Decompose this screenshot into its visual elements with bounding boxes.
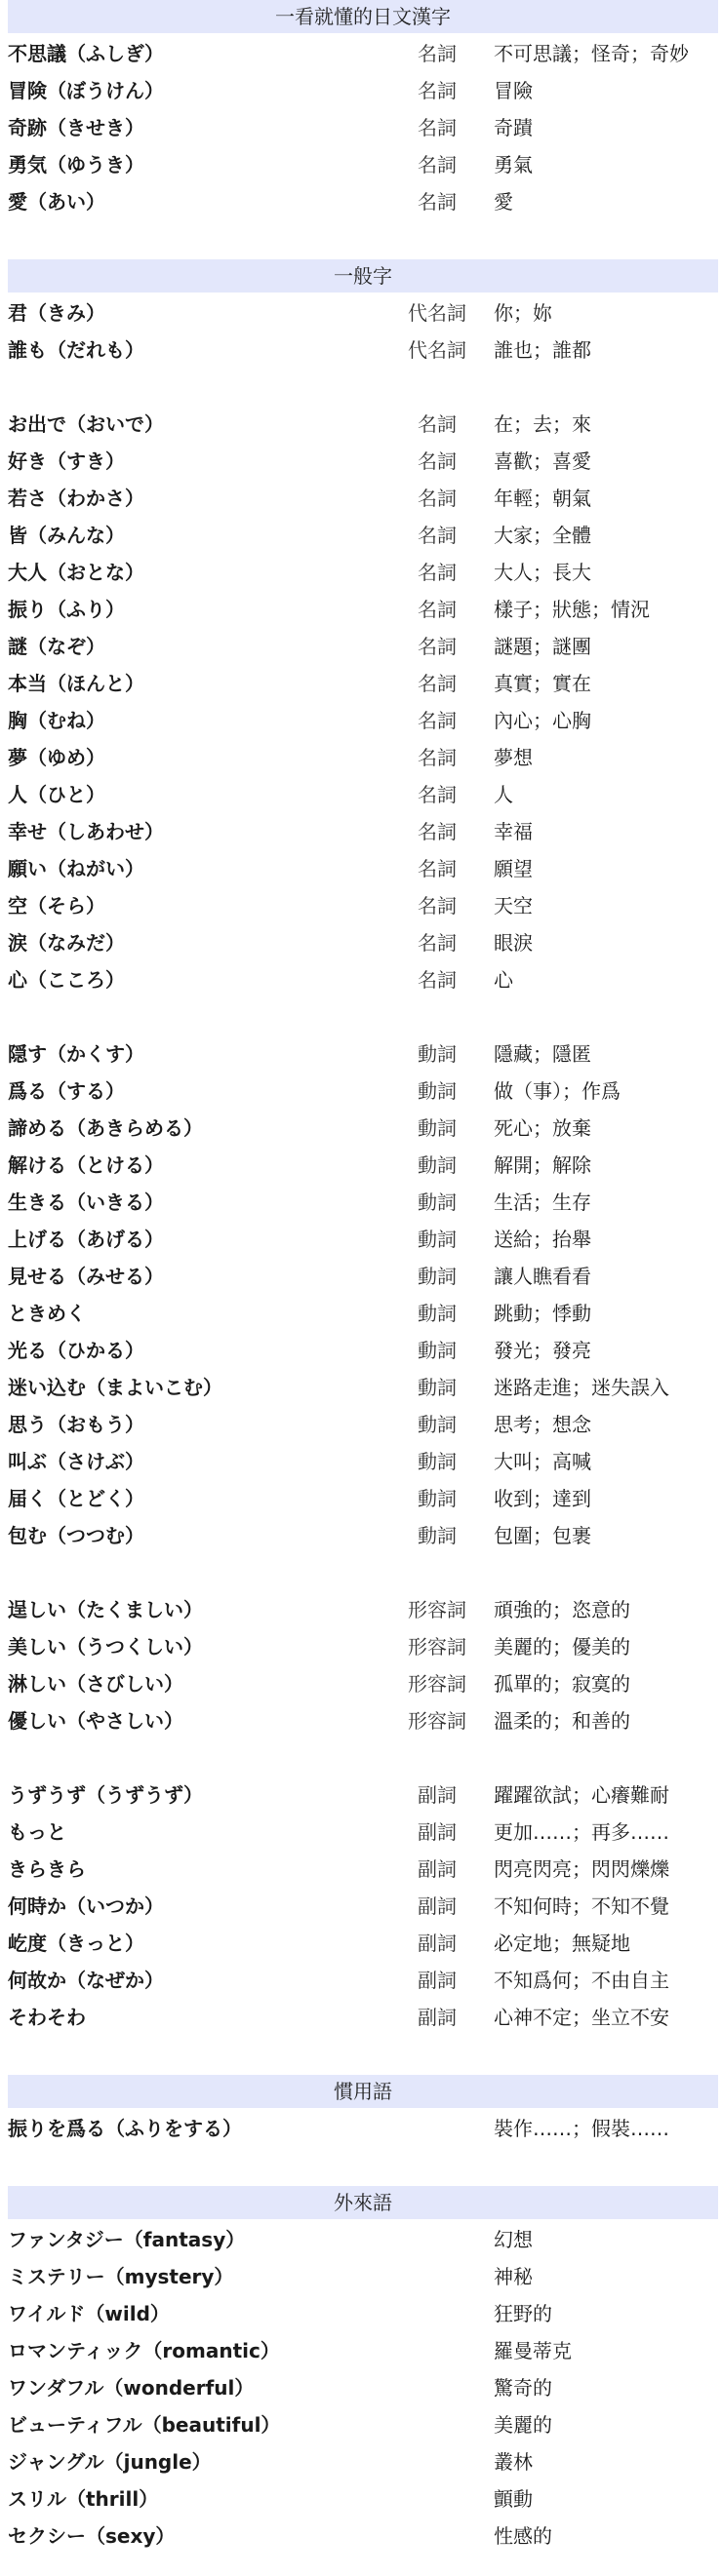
vocab-meaning: 神秘 [494,2265,533,2288]
vocab-meaning: 願望 [494,857,533,880]
vocab-word: ワイルド（wild） [8,2302,170,2325]
vocab-group [8,1591,718,1739]
vocab-meaning: 驚奇的 [494,2376,552,2400]
vocab-meaning: 大人；長大 [494,561,591,584]
vocab-word: 屹度（きっと） [8,1932,144,1955]
vocab-meaning: 樣子；狀態；情況 [494,598,650,621]
vocab-row [8,1851,718,1888]
part-of-speech-label: 名詞 [418,190,457,214]
vocab-row [8,628,718,665]
part-of-speech-label: 動詞 [418,1376,457,1399]
part-of-speech-label: 代名詞 [408,338,466,362]
vocab-row [8,406,718,443]
vocab-meaning: 狂野的 [494,2302,552,2325]
vocab-row [8,2406,718,2443]
vocab-word: ときめく [8,1302,86,1325]
part-of-speech-label: 副詞 [418,1894,457,1918]
vocab-word: 願い（ねがい） [8,857,144,880]
vocab-row [8,2443,718,2480]
part-of-speech-label: 副詞 [418,2006,457,2029]
vocab-row [8,1702,718,1739]
vocab-row [8,665,718,702]
vocab-row [8,702,718,739]
vocab-meaning: 大家；全體 [494,524,591,547]
vocab-word: 見せる（みせる） [8,1265,164,1288]
vocab-row [8,1295,718,1332]
vocab-row [8,2332,718,2369]
vocab-row [8,1369,718,1406]
vocab-word: 振り（ふり） [8,598,125,621]
part-of-speech-label: 名詞 [418,672,457,695]
part-of-speech-label: 名詞 [418,709,457,732]
vocab-word: 振りを爲る（ふりをする） [8,2117,242,2140]
part-of-speech-label: 名詞 [418,487,457,510]
vocab-meaning: 不知爲何；不由自主 [494,1969,669,1992]
vocab-word: うずうず（うずうず） [8,1783,203,1807]
vocab-group [8,35,718,220]
group-spacer [8,1554,718,1591]
vocab-word: 好き（すき） [8,449,125,473]
vocab-word: 謎（なぞ） [8,635,105,658]
vocab-row [8,183,718,220]
vocab-meaning: 讓人瞧看看 [494,1265,591,1288]
vocab-row [8,887,718,924]
part-of-speech-label: 代名詞 [408,301,466,325]
vocab-row [8,1517,718,1554]
section-spacer [8,220,718,259]
part-of-speech-label: 動詞 [418,1339,457,1362]
vocab-meaning: 幻想 [494,2228,533,2251]
vocab-word: 包む（つつむ） [8,1524,144,1547]
vocab-word: きらきら [8,1857,86,1881]
vocab-meaning: 冒險 [494,79,533,102]
vocab-row [8,1147,718,1184]
part-of-speech-label: 動詞 [418,1413,457,1436]
vocab-meaning: 孤單的；寂寞的 [494,1672,630,1696]
vocab-row [8,1814,718,1851]
vocab-row [8,1962,718,1999]
group-spacer [8,998,718,1035]
vocab-meaning: 美麗的 [494,2413,552,2437]
vocab-word: 奇跡（きせき） [8,116,144,139]
part-of-speech-label: 名詞 [418,931,457,955]
vocab-word: 大人（おとな） [8,561,144,584]
section-spacer [8,2036,718,2075]
vocab-meaning: 幸福 [494,820,533,843]
part-of-speech-label: 動詞 [418,1079,457,1103]
vocab-meaning: 人 [494,783,513,806]
vocab-word: お出で（おいで） [8,412,164,436]
part-of-speech-label: 動詞 [418,1042,457,1066]
vocab-row [8,2110,718,2147]
section-header: 一看就懂的日文漢字 [8,0,718,33]
vocab-word: スリル（thrill） [8,2487,159,2511]
vocab-meaning: 更加……；再多…… [494,1820,669,1844]
vocab-word: セクシー（sexy） [8,2524,176,2548]
vocab-meaning: 夢想 [494,746,533,769]
vocab-word: 空（そら） [8,894,105,917]
vocab-group [8,406,718,998]
vocab-word: 優しい（やさしい） [8,1709,183,1733]
vocab-row [8,1443,718,1480]
vocab-row [8,2295,718,2332]
vocab-meaning: 你；妳 [494,301,552,325]
vocab-word: ロマンティック（romantic） [8,2339,280,2362]
vocab-section [8,0,718,220]
part-of-speech-label: 名詞 [418,524,457,547]
vocab-row [8,1628,718,1665]
vocab-row [8,1665,718,1702]
vocab-word: 若さ（わかさ） [8,487,144,510]
vocab-word: 皆（みんな） [8,524,125,547]
section-header: 一般字 [8,259,718,293]
vocab-row [8,517,718,554]
part-of-speech-label: 動詞 [418,1228,457,1251]
vocab-row [8,961,718,998]
vocab-meaning: 收到；達到 [494,1487,591,1510]
vocab-row [8,554,718,591]
vocab-row [8,294,718,332]
part-of-speech-label: 動詞 [418,1302,457,1325]
vocab-meaning: 不可思議；怪奇；奇妙 [494,42,689,65]
vocab-row [8,1480,718,1517]
vocab-row [8,1184,718,1221]
vocab-word: 幸せ（しあわせ） [8,820,164,843]
part-of-speech-label: 動詞 [418,1265,457,1288]
vocab-row [8,1258,718,1295]
vocab-row [8,443,718,480]
vocab-row [8,1999,718,2036]
vocab-meaning: 奇蹟 [494,116,533,139]
part-of-speech-label: 動詞 [418,1190,457,1214]
vocab-group [8,1035,718,1554]
vocab-word: 爲る（する） [8,1079,125,1103]
vocab-word: ファンタジー（fantasy） [8,2228,246,2251]
vocab-row [8,480,718,517]
vocab-word: 淋しい（さびしい） [8,1672,183,1696]
vocab-word: 美しい（うつくしい） [8,1635,203,1659]
vocab-meaning: 美麗的；優美的 [494,1635,630,1659]
vocab-word: 心（こころ） [8,968,125,992]
vocab-meaning: 迷路走進；迷失誤入 [494,1376,669,1399]
vocab-row [8,109,718,146]
part-of-speech-label: 動詞 [418,1153,457,1177]
vocab-word: 生きる（いきる） [8,1190,164,1214]
vocab-row [8,1073,718,1110]
vocab-section [8,259,718,2036]
vocab-row [8,1035,718,1073]
part-of-speech-label: 名詞 [418,857,457,880]
part-of-speech-label: 名詞 [418,894,457,917]
part-of-speech-label: 副詞 [418,1783,457,1807]
vocab-word: 人（ひと） [8,783,105,806]
part-of-speech-label: 名詞 [418,449,457,473]
vocab-meaning: 跳動；悸動 [494,1302,591,1325]
vocab-meaning: 羅曼蒂克 [494,2339,572,2362]
vocab-row [8,332,718,369]
vocab-row [8,924,718,961]
group-spacer [8,1739,718,1776]
part-of-speech-label: 副詞 [418,1857,457,1881]
part-of-speech-label: 名詞 [418,116,457,139]
part-of-speech-label: 名詞 [418,635,457,658]
vocab-meaning: 真實；實在 [494,672,591,695]
vocab-word: ミステリー（mystery） [8,2265,234,2288]
vocab-row [8,2221,718,2258]
vocab-word: 夢（ゆめ） [8,746,105,769]
vocab-word: ジャングル（jungle） [8,2450,212,2474]
part-of-speech-label: 名詞 [418,968,457,992]
vocab-row [8,1406,718,1443]
vocab-meaning: 眼淚 [494,931,533,955]
vocab-word: 愛（あい） [8,190,105,214]
vocab-word: 本当（ほんと） [8,672,144,695]
vocab-row [8,146,718,183]
vocab-row [8,1925,718,1962]
vocab-meaning: 隱藏；隱匿 [494,1042,591,1066]
vocab-meaning: 天空 [494,894,533,917]
vocab-word: 諦める（あきらめる） [8,1116,203,1140]
vocab-word: もっと [8,1820,66,1844]
part-of-speech-label: 形容詞 [408,1709,466,1733]
part-of-speech-label: 副詞 [418,1932,457,1955]
vocab-section [8,2075,718,2147]
vocab-meaning: 死心；放棄 [494,1116,591,1140]
part-of-speech-label: 名詞 [418,79,457,102]
vocab-row [8,2369,718,2406]
vocab-row [8,2517,718,2555]
vocab-word: 不思議（ふしぎ） [8,42,164,65]
vocabulary-document [8,0,718,2555]
vocab-word: 届く（とどく） [8,1487,144,1510]
vocab-word: 勇気（ゆうき） [8,153,144,176]
section-spacer [8,2147,718,2186]
vocab-word: 隠す（かくす） [8,1042,144,1066]
vocab-word: 冒険（ぼうけん） [8,79,164,102]
part-of-speech-label: 名詞 [418,746,457,769]
vocab-group [8,2221,718,2555]
part-of-speech-label: 副詞 [418,1820,457,1844]
part-of-speech-label: 名詞 [418,820,457,843]
vocab-row [8,2258,718,2295]
vocab-meaning: 發光；發亮 [494,1339,591,1362]
vocab-row [8,1221,718,1258]
vocab-word: 誰も（だれも） [8,338,144,362]
vocab-meaning: 在；去；來 [494,412,591,436]
vocab-meaning: 叢林 [494,2450,533,2474]
vocab-meaning: 誰也；誰都 [494,338,591,362]
part-of-speech-label: 動詞 [418,1487,457,1510]
vocab-meaning: 內心；心胸 [494,709,591,732]
vocab-meaning: 喜歡；喜愛 [494,449,591,473]
vocab-row [8,1110,718,1147]
vocab-meaning: 心 [494,968,513,992]
vocab-meaning: 心神不定；坐立不安 [494,2006,669,2029]
vocab-meaning: 閃亮閃亮；閃閃爍爍 [494,1857,669,1881]
vocab-word: 上げる（あげる） [8,1228,164,1251]
vocab-meaning: 勇氣 [494,153,533,176]
vocab-meaning: 解開；解除 [494,1153,591,1177]
vocab-word: 涙（なみだ） [8,931,125,955]
part-of-speech-label: 形容詞 [408,1598,466,1621]
part-of-speech-label: 名詞 [418,42,457,65]
vocab-row [8,35,718,72]
vocab-row [8,591,718,628]
part-of-speech-label: 名詞 [418,412,457,436]
vocab-row [8,1591,718,1628]
vocab-section [8,2186,718,2555]
vocab-row [8,72,718,109]
group-spacer [8,369,718,406]
vocab-meaning: 溫柔的；和善的 [494,1709,630,1733]
vocab-word: 解ける（とける） [8,1153,164,1177]
part-of-speech-label: 名詞 [418,153,457,176]
vocab-meaning: 送給；抬舉 [494,1228,591,1251]
part-of-speech-label: 形容詞 [408,1635,466,1659]
vocab-row [8,813,718,850]
vocab-meaning: 頑強的；恣意的 [494,1598,630,1621]
vocab-meaning: 不知何時；不知不覺 [494,1894,669,1918]
vocab-group [8,1776,718,2036]
vocab-word: ワンダフル（wonderful） [8,2376,255,2400]
vocab-group [8,2110,718,2147]
vocab-word: 光る（ひかる） [8,1339,144,1362]
part-of-speech-label: 動詞 [418,1450,457,1473]
vocab-row [8,776,718,813]
section-header: 慣用語 [8,2075,718,2108]
vocab-word: 迷い込む（まよいこむ） [8,1376,222,1399]
vocab-row [8,1332,718,1369]
vocab-meaning: 躍躍欲試；心癢難耐 [494,1783,669,1807]
vocab-word: 逞しい（たくましい） [8,1598,203,1621]
vocab-row [8,850,718,887]
vocab-row [8,739,718,776]
vocab-meaning: 生活；生存 [494,1190,591,1214]
vocab-meaning: 包圍；包裹 [494,1524,591,1547]
vocab-word: 君（きみ） [8,301,105,325]
part-of-speech-label: 形容詞 [408,1672,466,1696]
vocab-row [8,1888,718,1925]
vocab-meaning: 年輕；朝氣 [494,487,591,510]
vocab-word: そわそわ [8,2006,86,2029]
vocab-meaning: 思考；想念 [494,1413,591,1436]
vocab-row [8,1776,718,1814]
part-of-speech-label: 名詞 [418,783,457,806]
vocab-word: 何時か（いつか） [8,1894,164,1918]
vocab-meaning: 必定地；無疑地 [494,1932,630,1955]
part-of-speech-label: 動詞 [418,1524,457,1547]
vocab-meaning: 愛 [494,190,513,214]
part-of-speech-label: 名詞 [418,561,457,584]
vocab-meaning: 顫動 [494,2487,533,2511]
part-of-speech-label: 動詞 [418,1116,457,1140]
vocab-meaning: 謎題；謎團 [494,635,591,658]
vocab-meaning: 大叫；高喊 [494,1450,591,1473]
vocab-meaning: 做（事）；作爲 [494,1079,621,1103]
vocab-word: 何故か（なぜか） [8,1969,164,1992]
vocab-meaning: 性感的 [494,2524,552,2548]
part-of-speech-label: 副詞 [418,1969,457,1992]
vocab-meaning: 裝作……；假裝…… [494,2117,669,2140]
vocab-word: 思う（おもう） [8,1413,144,1436]
vocab-word: 叫ぶ（さけぶ） [8,1450,144,1473]
vocab-row [8,2480,718,2517]
section-header: 外來語 [8,2186,718,2219]
vocab-group [8,294,718,369]
part-of-speech-label: 名詞 [418,598,457,621]
vocab-word: ビューティフル（beautiful） [8,2413,281,2437]
vocab-word: 胸（むね） [8,709,105,732]
